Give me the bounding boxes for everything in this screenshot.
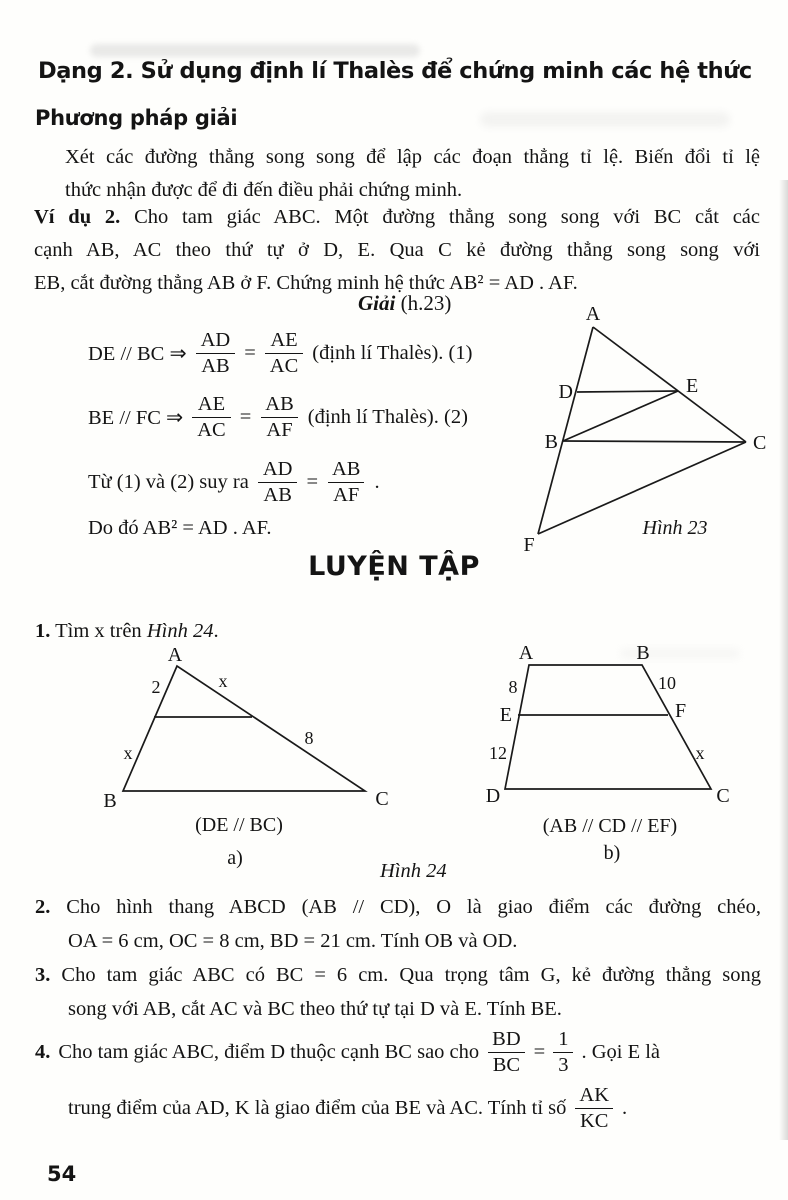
example-line-1-text: Cho tam giác ABC. Một đường thẳng song song với BC cắt các xyxy=(134,206,760,228)
fraction-numerator: BD xyxy=(492,1027,521,1050)
measure-BF: 10 xyxy=(658,673,676,693)
measure-FC: x xyxy=(695,743,705,763)
segment-BE xyxy=(563,391,678,441)
fraction-denominator: AB xyxy=(258,482,296,508)
trapezoid-ABCD xyxy=(505,665,711,789)
exercise-2-number: 2. xyxy=(35,896,51,918)
example-line-1 xyxy=(34,201,760,234)
vertex-label-C: C xyxy=(753,432,767,454)
fraction xyxy=(574,1083,614,1134)
exercise-4-text-1: Cho tam giác ABC, điểm D thuộc cạnh BC sao cho xyxy=(58,1040,480,1063)
fraction-denominator: AC xyxy=(192,417,230,443)
math-line-2 xyxy=(88,392,468,443)
vertex-label-D: D xyxy=(558,381,573,403)
exercise-2-line-1 xyxy=(35,890,761,924)
fraction-numerator: 1 xyxy=(558,1027,569,1050)
vertex-label-A: A xyxy=(585,303,601,325)
exercise-2 xyxy=(35,890,761,958)
exercise-3 xyxy=(35,958,761,1026)
section-heading xyxy=(38,58,752,84)
measure-AD: 2 xyxy=(151,677,161,697)
fraction-numerator: AE xyxy=(270,329,298,351)
line-AC xyxy=(593,327,746,442)
vertex-label-B: B xyxy=(636,642,650,664)
measure-DB: x xyxy=(123,743,133,763)
method-paragraph xyxy=(65,141,760,207)
measure-EC: 8 xyxy=(304,728,314,748)
print-bleed-artifact xyxy=(480,112,730,127)
solution-title-word: Giải xyxy=(358,291,396,315)
math-line-1-tail: (định lí Thalès). (1) xyxy=(312,342,473,364)
section-title-luyen-tap: LUYỆN TẬP xyxy=(308,551,480,582)
section-heading-label: Dạng 2. xyxy=(38,58,134,84)
segment-DE xyxy=(577,391,678,392)
method-line-2: thức nhận được để đi đến điều phải chứng minh. xyxy=(65,179,463,201)
exercise-1-period: . xyxy=(213,620,219,642)
vertex-label-C: C xyxy=(375,788,389,810)
exercise-2-line-2: OA = 6 cm, OC = 8 cm, BD = 21 cm. Tính OB và OD. xyxy=(68,930,518,952)
equals-sign: = xyxy=(306,471,318,493)
figure-note-b: (AB // CD // EF) xyxy=(542,815,678,837)
fraction xyxy=(327,457,365,508)
exercise-3-line-1 xyxy=(35,958,761,992)
exercise-4-line-2 xyxy=(68,1078,627,1138)
figure-hinh-23 xyxy=(505,290,788,565)
method-label: Phương pháp giải xyxy=(35,106,238,130)
segment-BC xyxy=(563,441,746,442)
fraction-denominator: KC xyxy=(575,1108,613,1134)
figure-hinh-24a xyxy=(60,645,460,880)
math-line-3-tail: . xyxy=(374,471,380,493)
equals-sign: = xyxy=(533,1040,546,1063)
solution-figure-ref: (h.23) xyxy=(400,291,452,315)
math-line-3-lead: Từ (1) và (2) suy ra xyxy=(88,471,249,493)
figure-caption-hinh-24: Hình 24 xyxy=(380,860,447,882)
fraction xyxy=(553,1027,573,1078)
vertex-label-A: A xyxy=(518,642,534,664)
vertex-label-B: B xyxy=(103,790,117,812)
fraction-denominator: AB xyxy=(196,353,234,379)
exercise-3-line-1-text: Cho tam giác ABC có BC = 6 cm. Qua trọng tâm G, kẻ đường thẳng song xyxy=(61,964,762,986)
fraction-numerator: AD xyxy=(262,458,293,480)
equals-sign: = xyxy=(239,406,252,428)
exercise-4-line-1 xyxy=(35,1022,660,1082)
exercise-1-number: 1. xyxy=(35,620,51,642)
example-label: Ví dụ 2. xyxy=(34,206,121,228)
exercise-4-number: 4. xyxy=(35,1040,51,1063)
measure-AE: 8 xyxy=(508,677,518,697)
math-line-2-tail: (định lí Thalès). (2) xyxy=(307,406,468,428)
exercise-4-text-2: . Gọi E là xyxy=(581,1040,661,1063)
exercise-4-text-4: . xyxy=(622,1096,628,1119)
fraction-numerator: AB xyxy=(332,458,361,480)
figure-note-a: (DE // BC) xyxy=(195,814,283,836)
fraction-numerator: AE xyxy=(197,393,226,415)
vertex-label-E: E xyxy=(686,375,699,397)
section-heading-title: Sử dụng định lí Thalès để chứng minh các hệ thức xyxy=(140,58,752,84)
vertex-label-D: D xyxy=(485,785,501,807)
page-number: 54 xyxy=(47,1162,77,1186)
fraction xyxy=(487,1027,525,1078)
method-line-1: Xét các đường thẳng song song để lập các đoạn thẳng tỉ lệ. Biến đổi tỉ lệ xyxy=(65,146,760,168)
exercise-4-text-3: trung điểm của AD, K là giao điểm của BE và AC. Tính tỉ số xyxy=(68,1096,567,1119)
fraction-denominator: AF xyxy=(328,482,364,508)
vertex-label-E: E xyxy=(499,704,512,726)
exercise-1-text: Tìm x trên xyxy=(55,620,142,642)
figure-subcaption-b: b) xyxy=(603,842,621,864)
math-line-1 xyxy=(88,328,472,379)
fraction-denominator: BC xyxy=(488,1052,525,1078)
exercise-3-line-2: song với AB, cắt AC và BC theo thứ tự tại D và E. Tính BE. xyxy=(68,998,562,1020)
exercise-2-line-1-text: Cho hình thang ABCD (AB // CD), O là giao điểm các đường chéo, xyxy=(66,896,761,918)
fraction xyxy=(196,328,236,379)
math-line-3 xyxy=(88,457,380,508)
measure-ED: 12 xyxy=(489,743,507,763)
example-line-3: EB, cắt đường thẳng AB ở F. Chứng minh hệ thức AB² = AD . AF. xyxy=(34,272,578,294)
exercise-1-figure-ref: Hình 24 xyxy=(146,620,214,642)
fraction-numerator: AK xyxy=(579,1083,609,1106)
vertex-label-F: F xyxy=(523,534,535,556)
measure-AE: x xyxy=(218,671,228,691)
fraction-numerator: AD xyxy=(200,329,231,351)
vertex-label-C: C xyxy=(716,785,730,807)
math-line-4: Do đó AB² = AD . AF. xyxy=(88,517,272,539)
equals-sign: = xyxy=(244,342,256,364)
solution-title xyxy=(358,291,451,316)
math-line-2-lead: BE // FC ⇒ xyxy=(88,407,184,429)
example-line-2: cạnh AB, AC theo thứ tự ở D, E. Qua C kẻ đường thẳng song song với xyxy=(34,239,760,261)
example-paragraph xyxy=(34,201,760,300)
fraction xyxy=(265,328,303,379)
fraction-denominator: 3 xyxy=(553,1052,573,1078)
fraction-denominator: AC xyxy=(265,353,303,379)
math-line-1-lead: DE // BC ⇒ xyxy=(88,343,187,365)
print-bleed-artifact xyxy=(90,44,420,57)
fraction xyxy=(258,457,298,508)
fraction-numerator: AB xyxy=(265,393,294,415)
vertex-label-F: F xyxy=(675,700,687,722)
figure-caption-hinh-23: Hình 23 xyxy=(642,517,708,539)
vertex-label-B: B xyxy=(544,431,558,453)
fraction-denominator: AF xyxy=(261,417,297,443)
figure-subcaption-a: a) xyxy=(227,847,243,869)
figure-hinh-24b xyxy=(460,630,788,865)
vertex-label-A: A xyxy=(167,645,183,666)
exercise-3-number: 3. xyxy=(35,964,51,986)
fraction xyxy=(260,392,298,443)
fraction xyxy=(192,392,230,443)
